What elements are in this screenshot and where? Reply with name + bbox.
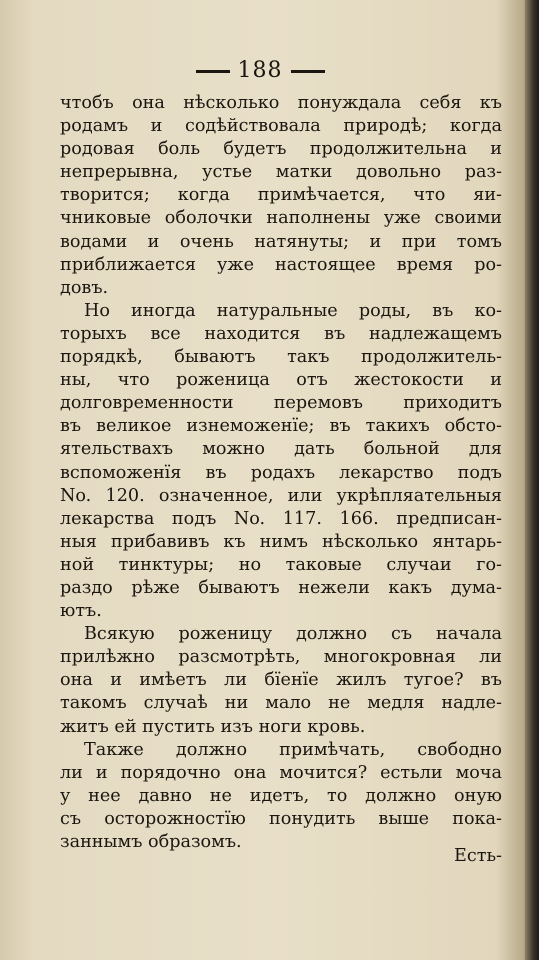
page-number: 188 [237, 58, 283, 83]
text-line: такомъ случаѣ ни мало не медля надле- [60, 693, 502, 714]
text-line: долговременности перемовъ приходитъ [60, 393, 502, 414]
text-line: родамъ и содѣйствовала природѣ; когда [60, 116, 502, 137]
text-line: она и имѣетъ ли бїенїе жилъ тугое? въ [60, 670, 502, 691]
header-rule-left [196, 70, 230, 73]
text-line: лекарства подъ No. 117. 166. предписан- [60, 508, 502, 529]
header-rule-right [291, 70, 325, 73]
book-spine-edge [525, 0, 539, 960]
text-line: No. 120. означенное, или укрѣпляательныя [60, 485, 502, 506]
text-line: ятельствахъ можно дать больной для [60, 439, 502, 460]
text-line: непрерывна, устье матки довольно раз- [60, 162, 502, 183]
text-line: ны, что роженица отъ жестокости и [60, 370, 502, 391]
text-line: житъ ей пустить изъ ноги кровь. [60, 716, 366, 737]
text-line: водами и очень натянуты; и при томъ [60, 231, 502, 252]
text-line: прилѣжно разсмотрѣть, многокровная ли [60, 647, 502, 668]
text-line: у нее давно не идетъ, то должно оную [60, 785, 502, 806]
text-line: ной тинктуры; но таковые случаи го- [60, 554, 502, 575]
catchword: Есть- [454, 846, 502, 866]
text-line: ютъ. [60, 601, 102, 622]
text-line: ли и порядочно она мочится? естьли моча [60, 762, 502, 783]
text-line: чтобъ она нѣсколько понуждала себя къ [60, 93, 502, 113]
text-line: родовая боль будетъ продолжительна и [60, 139, 502, 160]
text-line: творится; когда примѣчается, что яи- [60, 185, 502, 206]
text-line: Всякую роженицу должно съ начала [84, 624, 502, 645]
page-text [60, 92, 502, 854]
text-line: съ осторожностїю понудить выше пока- [60, 808, 502, 829]
text-line: раздо рѣже бываютъ нежели какъ дума- [60, 577, 502, 598]
text-line: вспоможенїя въ родахъ лекарство подъ [60, 462, 502, 483]
text-line: торыхъ все находится въ надлежащемъ [60, 323, 502, 344]
text-line: довъ. [60, 277, 109, 298]
text-line: Но иногда натуральные роды, въ ко- [84, 300, 502, 321]
text-line: заннымъ образомъ. [60, 832, 242, 852]
text-line: приближается уже настоящее время ро- [60, 254, 502, 275]
text-line: порядкѣ, бываютъ такъ продолжитель- [60, 347, 502, 368]
text-line: чниковые оболочки наполнены уже своими [60, 208, 502, 229]
page-header [0, 58, 520, 83]
text-line: Также должно примѣчать, свободно [84, 739, 502, 760]
text-line: ныя прибавивъ къ нимъ нѣсколько янтарь- [60, 531, 502, 552]
text-line: въ великое изнеможенїе; въ такихъ обсто- [60, 416, 502, 437]
